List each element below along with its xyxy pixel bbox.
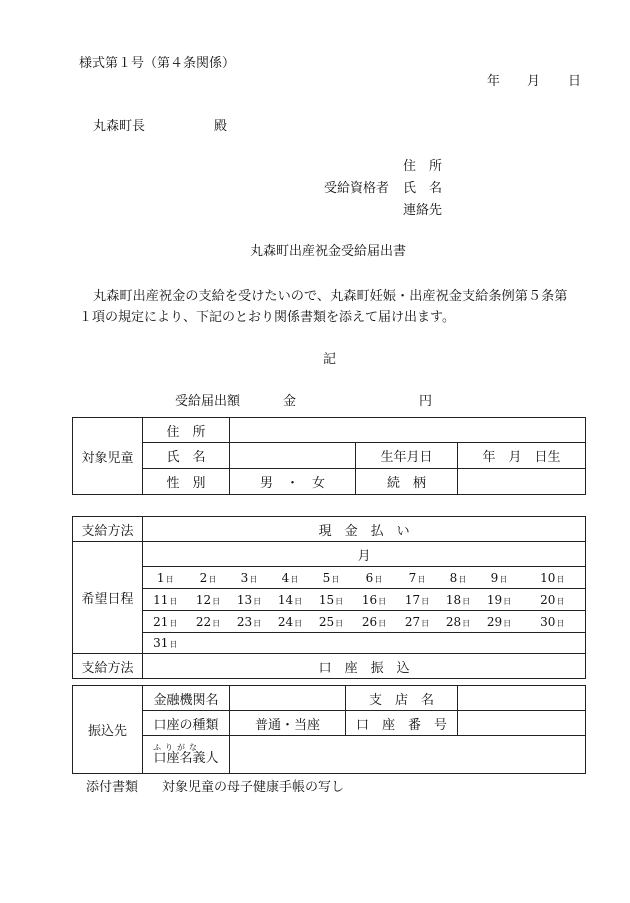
- day-cell-empty: [438, 633, 479, 654]
- child-address-label: 住 所: [143, 418, 230, 443]
- day-unit: 日: [249, 574, 258, 584]
- day-unit: 日: [253, 618, 262, 628]
- day-number: 16: [361, 592, 378, 607]
- cash-method-label: 支給方法: [73, 517, 143, 542]
- day-unit: 日: [294, 618, 303, 628]
- day-number: 15: [318, 592, 335, 607]
- schedule-label: 希望日程: [73, 542, 143, 654]
- schedule-month[interactable]: 月: [143, 542, 586, 567]
- day-number: 24: [277, 614, 294, 629]
- day-cell-30[interactable]: [520, 611, 586, 633]
- day-row-4: [73, 633, 586, 654]
- day-cell-empty: [520, 633, 586, 654]
- child-sex-label: 性 別: [143, 469, 230, 495]
- account-holder-label-cell: [143, 736, 230, 774]
- day-number: 29: [486, 614, 503, 629]
- child-table: [72, 417, 586, 495]
- day-unit: 日: [378, 596, 387, 606]
- day-row-2: [73, 589, 586, 611]
- day-cell-29[interactable]: [479, 611, 520, 633]
- day-unit: 日: [290, 574, 299, 584]
- child-relation-label: 続 柄: [356, 469, 458, 495]
- day-unit: 日: [331, 574, 340, 584]
- branch-field[interactable]: [458, 686, 586, 711]
- day-unit: 日: [556, 596, 565, 606]
- day-unit: 日: [417, 574, 426, 584]
- day-unit: 日: [165, 574, 174, 584]
- child-name-label: 氏 名: [143, 443, 230, 469]
- day-cell-25[interactable]: [311, 611, 352, 633]
- addressee-honorific: 殿: [214, 119, 228, 134]
- day-unit: 日: [421, 596, 430, 606]
- day-number: 17: [404, 592, 421, 607]
- day-unit: 日: [374, 574, 383, 584]
- day-number: 6: [365, 570, 374, 585]
- account-number-label: 口 座 番 号: [346, 711, 458, 736]
- day-number: 2: [199, 570, 208, 585]
- bank-label: 金融機関名: [143, 686, 230, 711]
- account-type-field[interactable]: 普通・当座: [230, 711, 346, 736]
- day-cell-17[interactable]: [397, 589, 438, 611]
- day-number: 18: [445, 592, 462, 607]
- account-holder-field[interactable]: [230, 736, 586, 774]
- day-number: 10: [540, 570, 556, 585]
- transfer-table: [72, 685, 586, 774]
- day-cell-20[interactable]: [520, 589, 586, 611]
- day-cell-15[interactable]: [311, 589, 352, 611]
- attachments-label: 添付書類: [86, 780, 139, 795]
- day-cell-21[interactable]: [143, 611, 188, 633]
- day-cell-6[interactable]: [352, 567, 397, 589]
- day-cell-23[interactable]: [229, 611, 270, 633]
- document-title: 丸森町出産祝金受給届出書: [250, 244, 407, 259]
- day-cell-4[interactable]: [270, 567, 311, 589]
- day-unit: 日: [212, 618, 221, 628]
- day-cell-19[interactable]: [479, 589, 520, 611]
- day-cell-14[interactable]: [270, 589, 311, 611]
- day-number: 28: [445, 614, 462, 629]
- day-cell-12[interactable]: [188, 589, 229, 611]
- date-day: 日: [568, 74, 582, 89]
- day-unit: 日: [208, 574, 217, 584]
- amount-unit: 円: [419, 394, 433, 409]
- child-birthdate-label: 生年月日: [356, 443, 458, 469]
- day-unit: 日: [378, 618, 387, 628]
- day-number: 5: [322, 570, 331, 585]
- day-number: 31: [153, 636, 169, 650]
- day-unit: 日: [421, 618, 430, 628]
- transfer-method-value: 口 座 振 込: [143, 654, 586, 679]
- account-type-label: 口座の種類: [143, 711, 230, 736]
- day-cell-31[interactable]: [143, 633, 188, 654]
- day-unit: 日: [212, 596, 221, 606]
- day-unit: 日: [169, 618, 178, 628]
- body-text-line-1: 丸森町出産祝金の支給を受けたいので、丸森町妊娠・出産祝金支給条例第５条第: [93, 289, 568, 304]
- day-number: 11: [153, 592, 169, 607]
- day-number: 19: [486, 592, 503, 607]
- amount-label: 受給届出額: [175, 394, 241, 409]
- day-unit: 日: [294, 596, 303, 606]
- transfer-method-label: 支給方法: [73, 654, 143, 679]
- body-text-line-2: １項の規定により、下記のとおり関係書類を添えて届け出ます。: [79, 310, 455, 325]
- day-number: 30: [540, 614, 556, 629]
- day-unit: 日: [556, 574, 565, 584]
- form-number: 様式第１号（第４条関係）: [79, 56, 236, 71]
- day-unit: 日: [556, 618, 565, 628]
- day-unit: 日: [503, 596, 512, 606]
- day-unit: 日: [335, 596, 344, 606]
- day-unit: 日: [169, 640, 178, 649]
- day-cell-16[interactable]: [352, 589, 397, 611]
- day-number: 13: [236, 592, 253, 607]
- day-number: 12: [195, 592, 212, 607]
- day-cell-empty: [397, 633, 438, 654]
- day-cell-5[interactable]: [311, 567, 352, 589]
- addressee-name: 丸森町長: [93, 119, 146, 134]
- day-cell-24[interactable]: [270, 611, 311, 633]
- day-unit: 日: [462, 596, 471, 606]
- day-number: 1: [156, 570, 165, 585]
- day-number: 4: [281, 570, 290, 585]
- payment-table: [72, 516, 586, 679]
- day-cell-empty: [188, 633, 229, 654]
- day-number: 8: [449, 570, 458, 585]
- child-address-field[interactable]: [230, 418, 586, 443]
- applicant-name-label: 氏 名: [403, 181, 443, 196]
- day-cell-11[interactable]: [143, 589, 188, 611]
- branch-label: 支 店 名: [346, 686, 458, 711]
- day-cell-8[interactable]: [438, 567, 479, 589]
- day-cell-empty: [270, 633, 311, 654]
- day-number: 14: [277, 592, 294, 607]
- day-cell-18[interactable]: [438, 589, 479, 611]
- attachments-value: 対象児童の母子健康手帳の写し: [162, 780, 345, 795]
- date-year: 年: [487, 74, 501, 89]
- child-sex-field[interactable]: 男 ・ 女: [230, 469, 356, 495]
- child-birthdate-field[interactable]: 年 月 日生: [458, 443, 586, 469]
- day-number: 26: [361, 614, 378, 629]
- applicant-address-label: 住 所: [403, 159, 443, 174]
- day-number: 3: [240, 570, 249, 585]
- day-number: 21: [153, 614, 169, 629]
- child-name-field[interactable]: [230, 443, 356, 469]
- applicant-role-label: 受給資格者: [324, 181, 390, 196]
- day-number: 23: [236, 614, 253, 629]
- day-cell-empty: [479, 633, 520, 654]
- account-holder-label: 口座名義人: [153, 751, 219, 766]
- day-unit: 日: [253, 596, 262, 606]
- day-cell-13[interactable]: [229, 589, 270, 611]
- day-number: 20: [540, 592, 556, 607]
- day-row-1: [73, 567, 586, 589]
- day-cell-26[interactable]: [352, 611, 397, 633]
- day-cell-22[interactable]: [188, 611, 229, 633]
- day-cell-empty: [229, 633, 270, 654]
- ki-heading: 記: [323, 352, 337, 367]
- day-unit: 日: [458, 574, 467, 584]
- cash-method-value: 現 金 払 い: [143, 517, 586, 542]
- day-cell-27[interactable]: [397, 611, 438, 633]
- day-unit: 日: [462, 618, 471, 628]
- day-number: 9: [490, 570, 499, 585]
- day-unit: 日: [503, 618, 512, 628]
- child-row-label: 対象児童: [73, 418, 143, 495]
- day-number: 7: [408, 570, 417, 585]
- day-number: 22: [195, 614, 212, 629]
- day-unit: 日: [499, 574, 508, 584]
- transfer-label: 振込先: [73, 686, 143, 774]
- day-unit: 日: [335, 618, 344, 628]
- day-cell-1[interactable]: [143, 567, 188, 589]
- day-cell-7[interactable]: [397, 567, 438, 589]
- day-cell-empty: [352, 633, 397, 654]
- day-number: 25: [318, 614, 335, 629]
- day-cell-empty: [311, 633, 352, 654]
- day-cell-10[interactable]: [520, 567, 586, 589]
- child-relation-field[interactable]: [458, 469, 586, 495]
- day-cell-2[interactable]: [188, 567, 229, 589]
- day-cell-3[interactable]: [229, 567, 270, 589]
- bank-field[interactable]: [230, 686, 346, 711]
- applicant-contact-label: 連絡先: [403, 203, 443, 218]
- date-month: 月: [527, 74, 541, 89]
- account-number-field[interactable]: [458, 711, 586, 736]
- day-unit: 日: [169, 596, 178, 606]
- day-cell-9[interactable]: [479, 567, 520, 589]
- amount-prefix: 金: [283, 394, 297, 409]
- day-row-3: [73, 611, 586, 633]
- day-number: 27: [404, 614, 421, 629]
- account-holder-ruby: ふりがな: [153, 743, 201, 752]
- day-cell-28[interactable]: [438, 611, 479, 633]
